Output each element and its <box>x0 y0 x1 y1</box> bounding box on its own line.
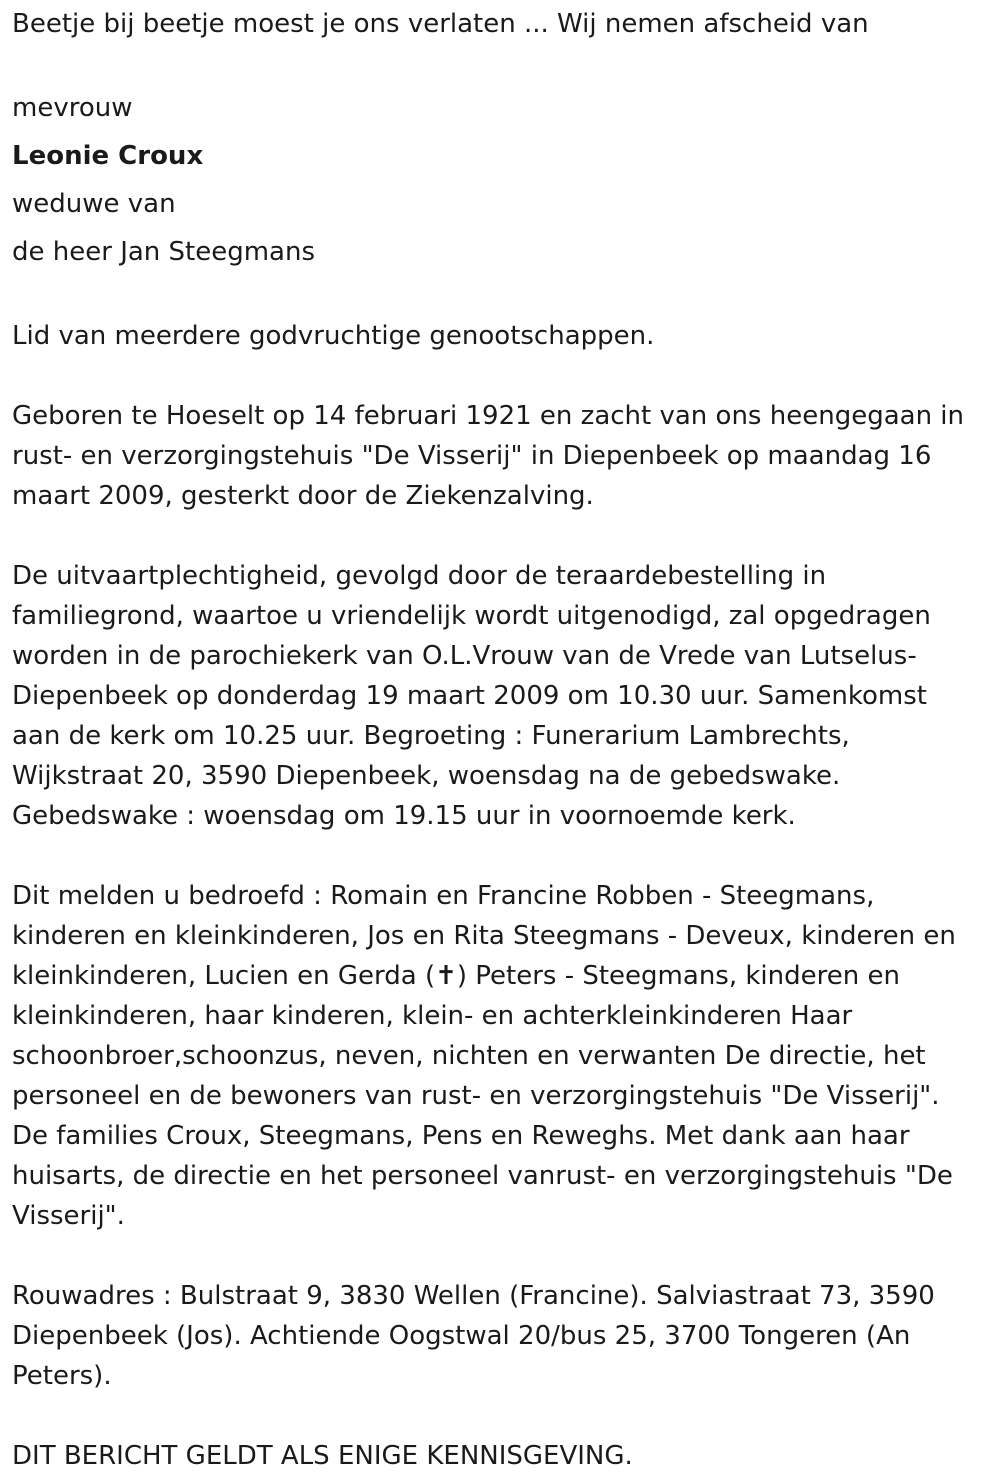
spacer <box>12 1236 982 1276</box>
spacer <box>12 516 982 556</box>
membership-text: Lid van meerdere godvruchtige genootschappen. <box>12 321 655 351</box>
birth-death-paragraph: Geboren te Hoeselt op 14 februari 1921 en zacht van ons heengegaan in rust- en verzorgingstehuis "De Visserij" in Diepenbeek op maandag 16 maart 2009, gesterkt door de Ziekenzalving. <box>12 401 965 511</box>
funeral-paragraph: De uitvaartplechtigheid, gevolgd door de teraardebestelling in familiegrond, waartoe u vriendelijk wordt uitgenodigd, zal opgedragen worden in de parochiekerk van O.L.Vrouw van de Vrede van Lutselus- Diepenbeek op donderdag 19 maart 2009 om 10.30 uur. Samenkomst aan de kerk om 10.25 uur. Begroeting : Funerarium Lambrechts, Wijkstraat 20, 3590 Diepenbeek, woensdag na de gebedswake. Gebedswake : woensdag om 19.15 uur in voornoemde kerk. <box>12 561 931 831</box>
obituary-document <box>12 4 982 1476</box>
spouse-name: de heer Jan Steegmans <box>12 237 316 267</box>
intro-text: Beetje bij beetje moest je ons verlaten ... Wij nemen afscheid van <box>12 9 869 39</box>
notice-text: DIT BERICHT GELDT ALS ENIGE KENNISGEVING. <box>12 1441 633 1471</box>
announcers-paragraph: Dit melden u bedroefd : Romain en Francine Robben - Steegmans, kinderen en kleinkinderen, Jos en Rita Steegmans - Deveux, kinderen en kleinkinderen, Lucien en Gerda (✝) Peters - Steegmans, kinderen en kleinkinderen, haar kinderen, klein- en achterkleinkinderen Haar schoonbroer,schoonzus, neven, nichten en verwanten De directie, het personeel en de bewoners van rust- en verzorgingstehuis "De Visserij". De families Croux, Steegmans, Pens en Reweghs. Met dank aan haar huisarts, de directie en het personeel vanrust- en verzorgingstehuis "De Visserij". <box>12 881 956 1231</box>
spacer <box>12 44 982 84</box>
relation-text: weduwe van <box>12 189 176 219</box>
address-paragraph: Rouwadres : Bulstraat 9, 3830 Wellen (Francine). Salviastraat 73, 3590 Diepenbeek (Jos). Achtiende Oogstwal 20/bus 25, 3700 Tongeren (An Peters). <box>12 1281 935 1391</box>
spacer <box>12 356 982 396</box>
spacer <box>12 836 982 876</box>
spacer <box>12 1396 982 1436</box>
title-prefix: mevrouw <box>12 93 133 123</box>
deceased-name: Leonie Croux <box>12 141 204 171</box>
spacer <box>12 276 982 316</box>
